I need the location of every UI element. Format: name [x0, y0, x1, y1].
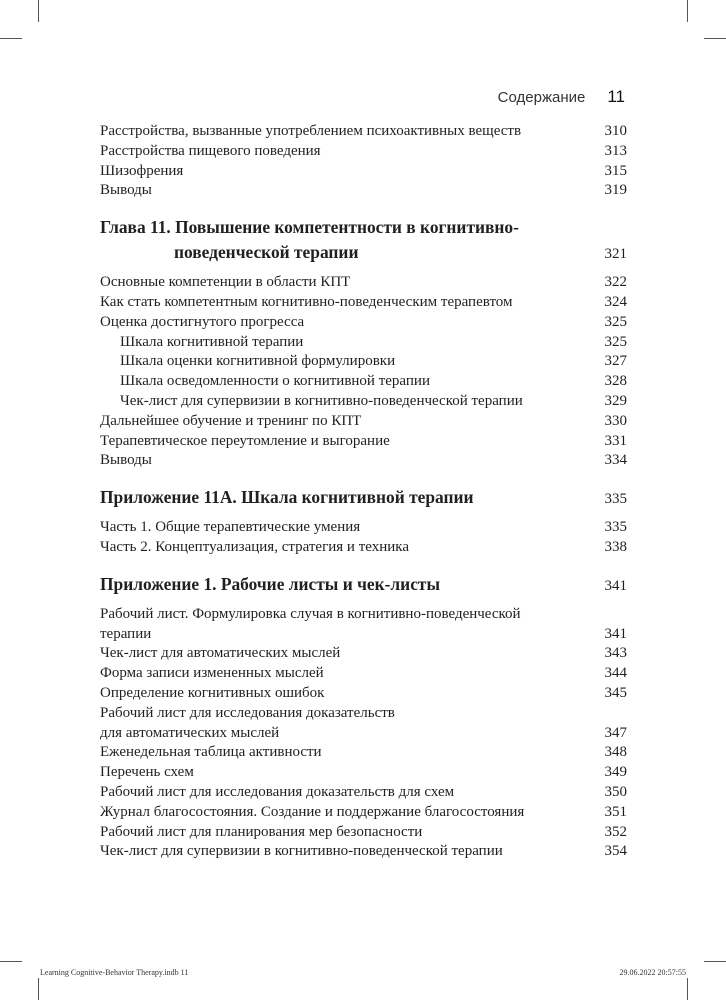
toc-entry-page: 341	[604, 625, 627, 642]
toc-entry-page: 328	[604, 373, 627, 390]
toc-entry-page: 313	[604, 142, 627, 159]
toc-entry	[100, 724, 627, 744]
running-head-section: Содержание	[497, 89, 586, 106]
crop-mark	[687, 978, 688, 1000]
toc-entry-page: 331	[604, 432, 627, 449]
toc-entry-page: 348	[604, 744, 627, 761]
toc-entry-title: Перечень схем	[100, 764, 194, 781]
toc-entry	[100, 704, 627, 724]
toc-entry	[100, 803, 627, 823]
page-number: 11	[607, 87, 625, 106]
toc-entry	[100, 122, 627, 142]
toc-entry-page: 351	[604, 803, 627, 820]
crop-mark	[0, 38, 22, 39]
chapter-11-heading	[100, 215, 627, 265]
crop-mark	[38, 978, 39, 1000]
crop-mark	[704, 38, 726, 39]
toc-entry-title: Часть 2. Концептуализация, стратегия и техника	[100, 538, 409, 555]
chapter-11-title-line1: Глава 11. Повышение компетентности в когнитивно-	[100, 217, 519, 238]
toc-entry-title: Определение когнитивных ошибок	[100, 684, 325, 701]
appendix-1-heading	[100, 572, 627, 597]
toc-entry-title: Как стать компетентным когнитивно-поведенческим терапевтом	[100, 293, 513, 310]
toc-entry-title: Рабочий лист для исследования доказательств	[100, 704, 395, 721]
toc-entry	[100, 605, 627, 625]
toc-entry-title: Чек-лист для супервизии в когнитивно-поведенческой терапии	[120, 392, 523, 409]
toc-entry-page: 352	[604, 823, 627, 840]
toc-entry-title: Основные компетенции в области КПТ	[100, 274, 351, 291]
toc-entry-title: Шизофрения	[100, 162, 184, 179]
toc-entry-title: Шкала когнитивной терапии	[120, 333, 304, 350]
crop-mark	[38, 0, 39, 22]
toc-entry-title: Расстройства, вызванные употреблением психоактивных веществ	[100, 123, 522, 139]
toc-entry	[100, 333, 627, 353]
toc-entry	[100, 763, 627, 783]
toc-entry-title: Выводы	[100, 452, 152, 469]
toc-entry-title: Рабочий лист для исследования доказательств для схем	[100, 783, 455, 800]
table-of-contents	[100, 122, 627, 862]
toc-entry-title: Терапевтическое переутомление и выгорание	[100, 432, 390, 449]
toc-entry-title: Расстройства пищевого поведения	[100, 142, 321, 159]
toc-entry	[100, 625, 627, 645]
toc-entry-page: 330	[604, 412, 627, 429]
toc-entry-page: 338	[604, 538, 627, 555]
toc-entry	[100, 518, 627, 538]
crop-mark	[687, 0, 688, 22]
toc-entry	[100, 783, 627, 803]
toc-entry-page: 315	[604, 162, 627, 179]
toc-entry	[100, 142, 627, 162]
toc-entry	[100, 743, 627, 763]
toc-entry	[100, 823, 627, 843]
appendix-1-items	[100, 605, 627, 862]
toc-entry-title: Журнал благосостояния. Создание и поддержание благосостояния	[100, 803, 525, 820]
toc-entry-page: 319	[604, 182, 627, 199]
toc-entry	[100, 273, 627, 293]
toc-entry-title: Еженедельная таблица активности	[100, 744, 322, 761]
toc-entry-title: Рабочий лист для планирования мер безопасности	[100, 823, 423, 840]
toc-entry-title: Часть 1. Общие терапевтические умения	[100, 519, 361, 536]
toc-entry	[100, 293, 627, 313]
toc-entry-title: терапии	[100, 625, 152, 642]
toc-entry	[100, 181, 627, 201]
toc-entry	[100, 432, 627, 452]
toc-entry	[100, 538, 627, 558]
toc-entry-page: 349	[604, 764, 627, 781]
toc-entry-title: Чек-лист для супервизии в когнитивно-поведенческой терапии	[100, 843, 503, 860]
toc-entry	[100, 162, 627, 182]
toc-entry	[100, 451, 627, 471]
toc-entry-page: 324	[604, 293, 627, 310]
toc-entry-title: для автоматических мыслей	[100, 724, 280, 741]
chapter-11-page: 321	[604, 246, 627, 263]
toc-entry-page: 325	[604, 313, 627, 330]
appendix-1-title: Приложение 1. Рабочие листы и чек-листы	[100, 573, 441, 594]
toc-entry	[100, 313, 627, 333]
toc-entry-page: 334	[604, 452, 627, 469]
toc-entry	[100, 392, 627, 412]
toc-entry-page: 329	[604, 392, 627, 409]
toc-entry	[100, 352, 627, 372]
toc-entry-page: 350	[604, 783, 627, 800]
toc-entry	[100, 664, 627, 684]
running-head	[498, 87, 625, 107]
print-slug-file: Learning Cognitive-Behavior Therapy.indb 11	[40, 968, 189, 977]
toc-entry-title: Выводы	[100, 182, 152, 199]
toc-entry-title: Дальнейшее обучение и тренинг по КПТ	[100, 412, 362, 429]
chapter-11-items	[100, 273, 627, 471]
toc-entry-title: Оценка достигнутого прогресса	[100, 313, 305, 330]
appendix-11a-items	[100, 518, 627, 558]
toc-entry	[100, 842, 627, 862]
toc-entry	[100, 372, 627, 392]
crop-mark	[0, 961, 22, 962]
print-slug	[40, 968, 686, 977]
toc-entry-page: 345	[604, 684, 627, 701]
toc-entry-title: Шкала осведомленности о когнитивной терапии	[120, 373, 430, 390]
print-slug-timestamp: 29.06.2022 20:57:55	[619, 968, 686, 977]
toc-top-list	[100, 122, 627, 201]
toc-entry-page: 344	[604, 665, 627, 682]
appendix-11a-page: 335	[604, 491, 627, 508]
toc-entry-page: 325	[604, 333, 627, 350]
toc-entry-title: Шкала оценки когнитивной формулировки	[120, 353, 396, 370]
toc-entry-title: Чек-лист для автоматических мыслей	[100, 645, 341, 662]
appendix-1-page: 341	[604, 577, 627, 594]
toc-entry-title: Рабочий лист. Формулировка случая в когнитивно-поведенческой	[100, 605, 521, 622]
toc-entry-page: 347	[604, 724, 627, 741]
appendix-11a-heading	[100, 485, 627, 510]
toc-entry-page: 327	[604, 353, 627, 370]
toc-entry	[100, 644, 627, 664]
toc-entry	[100, 412, 627, 432]
toc-entry-page: 335	[604, 519, 627, 536]
toc-entry-page: 354	[604, 843, 627, 860]
toc-entry	[100, 684, 627, 704]
toc-entry-page: 343	[604, 645, 627, 662]
toc-entry-page: 310	[604, 123, 627, 139]
crop-mark	[704, 961, 726, 962]
appendix-11a-title: Приложение 11А. Шкала когнитивной терапии	[100, 487, 474, 508]
chapter-11-title-line2: поведенческой терапии	[174, 242, 359, 263]
toc-entry-title: Форма записи измененных мыслей	[100, 665, 324, 682]
toc-entry-page: 322	[604, 274, 627, 291]
